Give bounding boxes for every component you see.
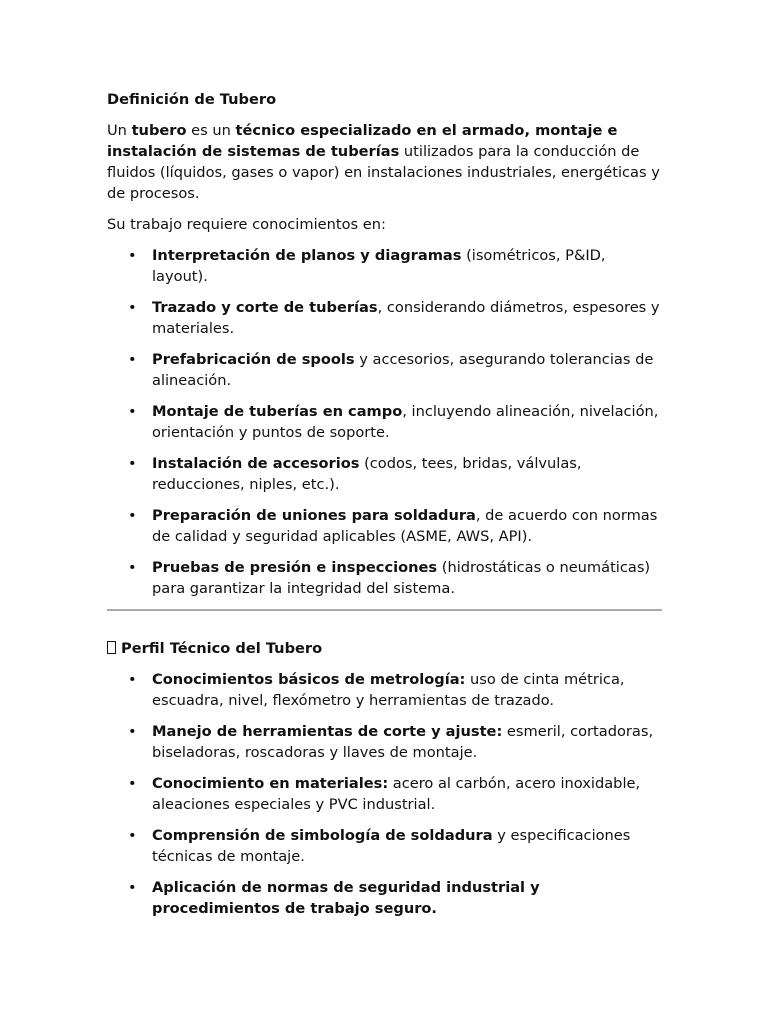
list-item-text: esmeril, cortadoras, biseladoras, roscadoras y llaves de montaje. [152, 723, 654, 761]
list-item [107, 349, 662, 391]
list-item-bold: Prefabricación de spools [152, 351, 355, 368]
list-item-bold: Trazado y corte de tuberías [152, 299, 378, 316]
knowledge-lead: Su trabajo requiere conocimientos en: [107, 216, 386, 233]
list-item-text: acero al carbón, acero inoxidable, aleaciones especiales y PVC industrial. [152, 775, 641, 813]
list-item [107, 401, 662, 443]
list-item-text: (codos, tees, bridas, válvulas, reducciones, niples, etc.). [152, 455, 582, 493]
list-item [107, 669, 662, 711]
list-item-bold: Interpretación de planos y diagramas [152, 247, 462, 264]
section-title-definicion: Definición de Tubero [107, 91, 277, 108]
list-item-bold: Conocimientos básicos de metrología: [152, 671, 466, 688]
bullet-icon: • [128, 723, 137, 740]
list-item-bold: Aplicación de normas de seguridad industrial y procedimientos de trabajo seguro. [152, 879, 540, 917]
list-item-text: , incluyendo alineación, nivelación, orientación y puntos de soporte. [152, 403, 659, 441]
bullet-icon: • [128, 559, 137, 576]
knowledge-list [107, 245, 662, 599]
bullet-icon: • [128, 671, 137, 688]
bullet-icon: • [128, 247, 137, 264]
list-item-text: (isométricos, P&ID, layout). [152, 247, 606, 285]
bullet-icon: • [128, 879, 137, 896]
missing-glyph-icon [107, 641, 116, 654]
list-item [107, 297, 662, 339]
document-body [107, 89, 662, 929]
intro-text-1: Un [107, 122, 132, 139]
list-item-bold: Comprensión de simbología de soldadura [152, 827, 493, 844]
list-item [107, 721, 662, 763]
list-item-bold: Manejo de herramientas de corte y ajuste: [152, 723, 503, 740]
bullet-icon: • [128, 351, 137, 368]
bullet-icon: • [128, 299, 137, 316]
section-title-text: Perfil Técnico del Tubero [121, 640, 323, 657]
bullet-icon: • [128, 403, 137, 420]
intro-text-3: utilizados para la conducción de fluidos (líquidos, gases o vapor) en instalaciones industriales, energéticas y de procesos. [107, 143, 660, 202]
list-item-bold: Montaje de tuberías en campo [152, 403, 403, 420]
list-item-bold: Preparación de uniones para soldadura [152, 507, 476, 524]
list-item [107, 773, 662, 815]
intro-bold-2: técnico especializado en el armado, montaje e instalación de sistemas de tuberías [107, 122, 618, 160]
profile-list [107, 669, 662, 919]
list-item [107, 557, 662, 599]
list-item-text: , de acuerdo con normas de calidad y seguridad aplicables (ASME, AWS, API). [152, 507, 658, 545]
list-item-text: , considerando diámetros, espesores y materiales. [152, 299, 660, 337]
list-item-text: (hidrostáticas o neumáticas) para garantizar la integridad del sistema. [152, 559, 651, 597]
list-item-bold: Pruebas de presión e inspecciones [152, 559, 438, 576]
list-item-text: uso de cinta métrica, escuadra, nivel, flexómetro y herramientas de trazado. [152, 671, 625, 709]
list-item-text: y accesorios, asegurando tolerancias de alineación. [152, 351, 654, 389]
list-item [107, 877, 662, 919]
bullet-icon: • [128, 775, 137, 792]
list-item-bold: Conocimiento en materiales: [152, 775, 389, 792]
horizontal-divider [107, 609, 662, 611]
section-title-perfil [107, 638, 662, 659]
list-item [107, 505, 662, 547]
list-item [107, 245, 662, 287]
bullet-icon: • [128, 507, 137, 524]
list-item [107, 825, 662, 867]
bullet-icon: • [128, 455, 137, 472]
intro-bold-1: tubero [131, 122, 187, 139]
intro-paragraph [107, 120, 662, 204]
intro-text-2: es un [186, 122, 236, 139]
bullet-icon: • [128, 827, 137, 844]
list-item [107, 453, 662, 495]
list-item-text: y especificaciones técnicas de montaje. [152, 827, 631, 865]
list-item-bold: Instalación de accesorios [152, 455, 360, 472]
